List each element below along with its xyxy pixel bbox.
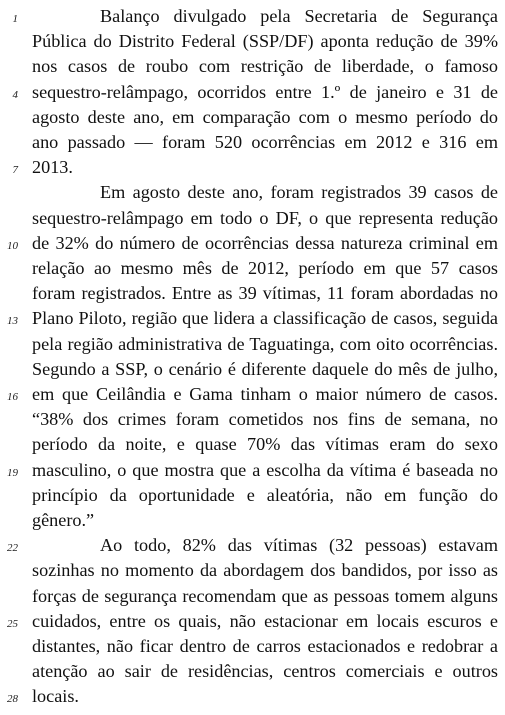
line-text: gênero.”	[32, 510, 95, 530]
line-text: atenção ao sair de residências, centros comerciais e outros	[32, 661, 498, 682]
line-text: cuidados, entre os quais, não estacionar em locais escuros e	[32, 610, 498, 631]
text-line	[0, 255, 505, 281]
line-text: Plano Piloto, região que lidera a classificação de casos, seguida	[32, 308, 498, 329]
line-text: “38% dos crimes foram cometidos nos fins de semana, no	[32, 409, 498, 430]
text-line	[0, 53, 505, 79]
text-line	[0, 507, 505, 533]
text-line	[0, 381, 505, 407]
text-line	[0, 431, 505, 457]
line-number: 4	[12, 88, 18, 101]
line-text: sequestro-relâmpago em todo o DF, o que representa redução	[32, 207, 498, 228]
line-text: Ao todo, 82% das vítimas (32 pessoas) estavam	[100, 535, 498, 556]
line-text: locais.	[32, 686, 79, 707]
line-text: sequestro-relâmpago, ocorridos entre 1.º de janeiro e 31 de	[32, 81, 498, 102]
text-line	[0, 79, 505, 105]
line-text: sozinhas no momento da abordagem dos bandidos, por isso as	[32, 560, 498, 581]
line-text: nos casos de roubo com restrição de liberdade, o famoso	[32, 56, 498, 77]
text-line	[0, 104, 505, 130]
text-line	[0, 532, 505, 558]
text-line	[0, 280, 505, 306]
text-line	[0, 331, 505, 357]
line-text: distantes, não ficar dentro de carros estacionados e redobrar a	[32, 636, 498, 656]
line-text: agosto deste ano, em comparação com o mesmo período do	[32, 106, 498, 127]
line-text: princípio da oportunidade e aleatória, não em função do	[32, 484, 498, 505]
text-line	[0, 457, 505, 483]
line-text: Segundo a SSP, o cenário é diferente daquele do mês de julho,	[32, 358, 498, 379]
text-line	[0, 129, 505, 155]
line-number: 19	[7, 466, 18, 479]
text-line	[0, 482, 505, 508]
line-text: 2013.	[32, 157, 73, 178]
text-line	[0, 154, 505, 180]
text-line	[0, 28, 505, 54]
text-line	[0, 608, 505, 634]
line-text: Em agosto deste ano, foram registrados 39 casos de	[100, 182, 498, 203]
text-line	[0, 583, 505, 609]
line-text: relação ao mesmo mês de 2012, período em que 57 casos	[32, 258, 498, 278]
text-line	[0, 683, 505, 709]
line-text: Balanço divulgado pela Secretaria de Segurança	[100, 6, 498, 26]
line-text: de 32% do número de ocorrências dessa natureza criminal em	[32, 232, 498, 253]
line-number: 28	[7, 693, 18, 706]
line-number: 25	[7, 617, 18, 630]
line-number: 22	[7, 542, 18, 555]
line-number: 10	[7, 239, 18, 252]
text-line	[0, 406, 505, 432]
line-text: forças de segurança recomendam que as pessoas tomem alguns	[32, 585, 498, 606]
text-line	[0, 658, 505, 684]
text-line	[0, 3, 505, 29]
text-line	[0, 305, 505, 331]
line-text: em que Ceilândia e Gama tinham o maior número de casos.	[32, 384, 498, 404]
line-text: Pública do Distrito Federal (SSP/DF) aponta redução de 39%	[32, 31, 498, 52]
line-text: período da noite, e quase 70% das vítimas eram do sexo	[32, 434, 498, 455]
line-number: 7	[12, 164, 18, 177]
text-line	[0, 356, 505, 382]
line-number: 13	[7, 315, 18, 328]
text-line	[0, 557, 505, 583]
line-text: masculino, o que mostra que a escolha da vítima é baseada no	[32, 459, 498, 480]
text-line	[0, 205, 505, 231]
text-line	[0, 179, 505, 205]
text-line	[0, 230, 505, 256]
line-text: foram registrados. Entre as 39 vítimas, 11 foram abordadas no	[32, 283, 498, 304]
line-number: 16	[7, 391, 18, 403]
line-text: ano passado — foram 520 ocorrências em 2012 e 316 em	[32, 132, 498, 152]
line-text: pela região administrativa de Taguatinga, com oito ocorrências.	[32, 333, 498, 354]
line-number: 1	[12, 13, 18, 25]
text-line	[0, 633, 505, 659]
